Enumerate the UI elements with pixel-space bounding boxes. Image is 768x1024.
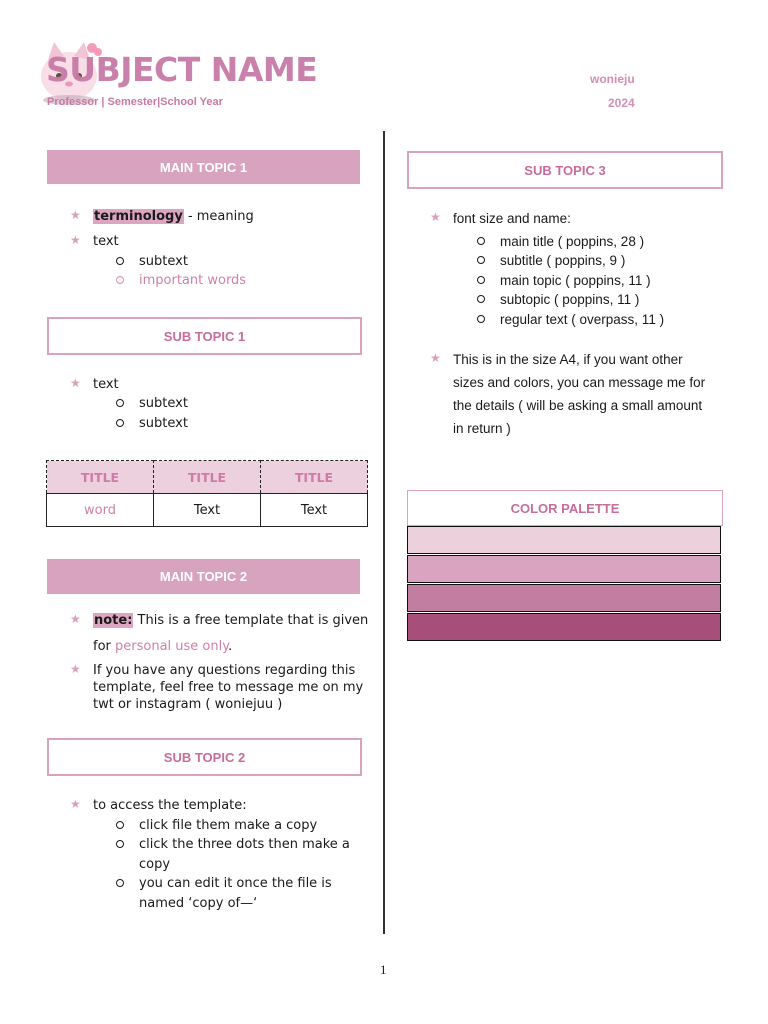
list-subitem: subtext	[139, 254, 188, 269]
circle-bullet-icon	[116, 419, 124, 427]
circle-bullet-icon	[116, 399, 124, 407]
circle-bullet-icon	[116, 276, 124, 284]
circle-bullet-icon	[116, 879, 124, 887]
font-item: main title ( poppins, 28 )	[500, 234, 645, 249]
note-text: This is a free template that is given	[133, 613, 369, 628]
questions-line-3: twt or instagram ( woniejuu )	[93, 697, 283, 712]
star-icon: ★	[70, 612, 81, 626]
circle-bullet-icon	[477, 295, 485, 303]
terminology-highlight: terminology	[94, 209, 183, 224]
palette-swatch-2	[407, 555, 721, 583]
table-cell: Text	[261, 494, 368, 527]
note-line-2	[93, 637, 232, 656]
sample-table	[46, 460, 368, 527]
sub-topic-2-header: SUB TOPIC 2	[47, 738, 362, 776]
sub-topic-1-header: SUB TOPIC 1	[47, 317, 362, 355]
table-row	[47, 494, 368, 527]
star-icon: ★	[430, 351, 441, 365]
font-item: subtopic ( poppins, 11 )	[500, 292, 640, 307]
circle-bullet-icon	[477, 237, 485, 245]
list-subitem-cont: copy	[139, 857, 171, 872]
note-period: .	[228, 639, 233, 654]
palette-swatch-4	[407, 613, 721, 641]
list-subitem: click file them make a copy	[139, 818, 318, 833]
note-label: note:	[94, 613, 133, 628]
main-topic-2-header: MAIN TOPIC 2	[47, 559, 360, 594]
note-line	[93, 611, 368, 630]
palette-swatch-1	[407, 526, 721, 554]
list-item: to access the template:	[93, 798, 247, 813]
personal-use-text: personal use only	[115, 639, 229, 654]
circle-bullet-icon	[477, 276, 485, 284]
star-icon: ★	[70, 662, 81, 676]
a4-line-4: in return )	[453, 421, 511, 436]
a4-line-1: This is in the size A4, if you want other	[453, 352, 683, 367]
circle-bullet-icon	[116, 821, 124, 829]
note-for: for	[93, 639, 116, 654]
circle-bullet-icon	[477, 315, 485, 323]
circle-bullet-icon	[477, 256, 485, 264]
table-header-cell: TITLE	[261, 461, 368, 494]
palette-swatch-3	[407, 584, 721, 612]
star-icon: ★	[430, 210, 441, 224]
color-palette	[407, 526, 721, 641]
main-topic-1-header: MAIN TOPIC 1	[47, 150, 360, 184]
a4-line-2: sizes and colors, you can message me for	[453, 375, 706, 390]
list-item: text	[93, 234, 119, 249]
terminology-line	[93, 207, 254, 226]
important-words: important words	[139, 273, 247, 288]
font-item: main topic ( poppins, 11 )	[500, 273, 651, 288]
circle-bullet-icon	[116, 257, 124, 265]
page-subtitle: Professor | Semester|School Year	[47, 96, 223, 108]
font-item: subtitle ( poppins, 9 )	[500, 253, 626, 268]
page-title: SUBJECT NAME	[46, 50, 318, 89]
table-header-row	[47, 461, 368, 494]
star-icon: ★	[70, 208, 81, 222]
terminology-meaning: - meaning	[183, 209, 254, 224]
list-subitem: subtext	[139, 416, 188, 431]
questions-line-1: If you have any questions regarding this	[93, 663, 356, 678]
table-cell: Text	[154, 494, 261, 527]
year-label: 2024	[608, 96, 635, 110]
font-item: regular text ( overpass, 11 )	[500, 312, 665, 327]
star-icon: ★	[70, 376, 81, 390]
table-cell: word	[47, 494, 154, 527]
a4-line-3: the details ( will be asking a small amount	[453, 398, 703, 413]
star-icon: ★	[70, 797, 81, 811]
author-name: wonieju	[590, 72, 635, 86]
list-subitem-cont: named ‘copy of—‘	[139, 896, 258, 911]
star-icon: ★	[70, 233, 81, 247]
list-item: text	[93, 377, 119, 392]
list-subitem: subtext	[139, 396, 188, 411]
questions-line-2: template, feel free to message me on my	[93, 680, 364, 695]
sub-topic-3-header: SUB TOPIC 3	[407, 151, 723, 189]
list-subitem: you can edit it once the file is	[139, 876, 332, 891]
list-subitem: click the three dots then make a	[139, 837, 350, 852]
page-number: 1	[380, 962, 387, 977]
column-divider	[383, 131, 385, 934]
font-intro: font size and name:	[453, 211, 571, 226]
color-palette-header: COLOR PALETTE	[407, 490, 723, 526]
circle-bullet-icon	[116, 840, 124, 848]
table-header-cell: TITLE	[47, 461, 154, 494]
table-header-cell: TITLE	[154, 461, 261, 494]
